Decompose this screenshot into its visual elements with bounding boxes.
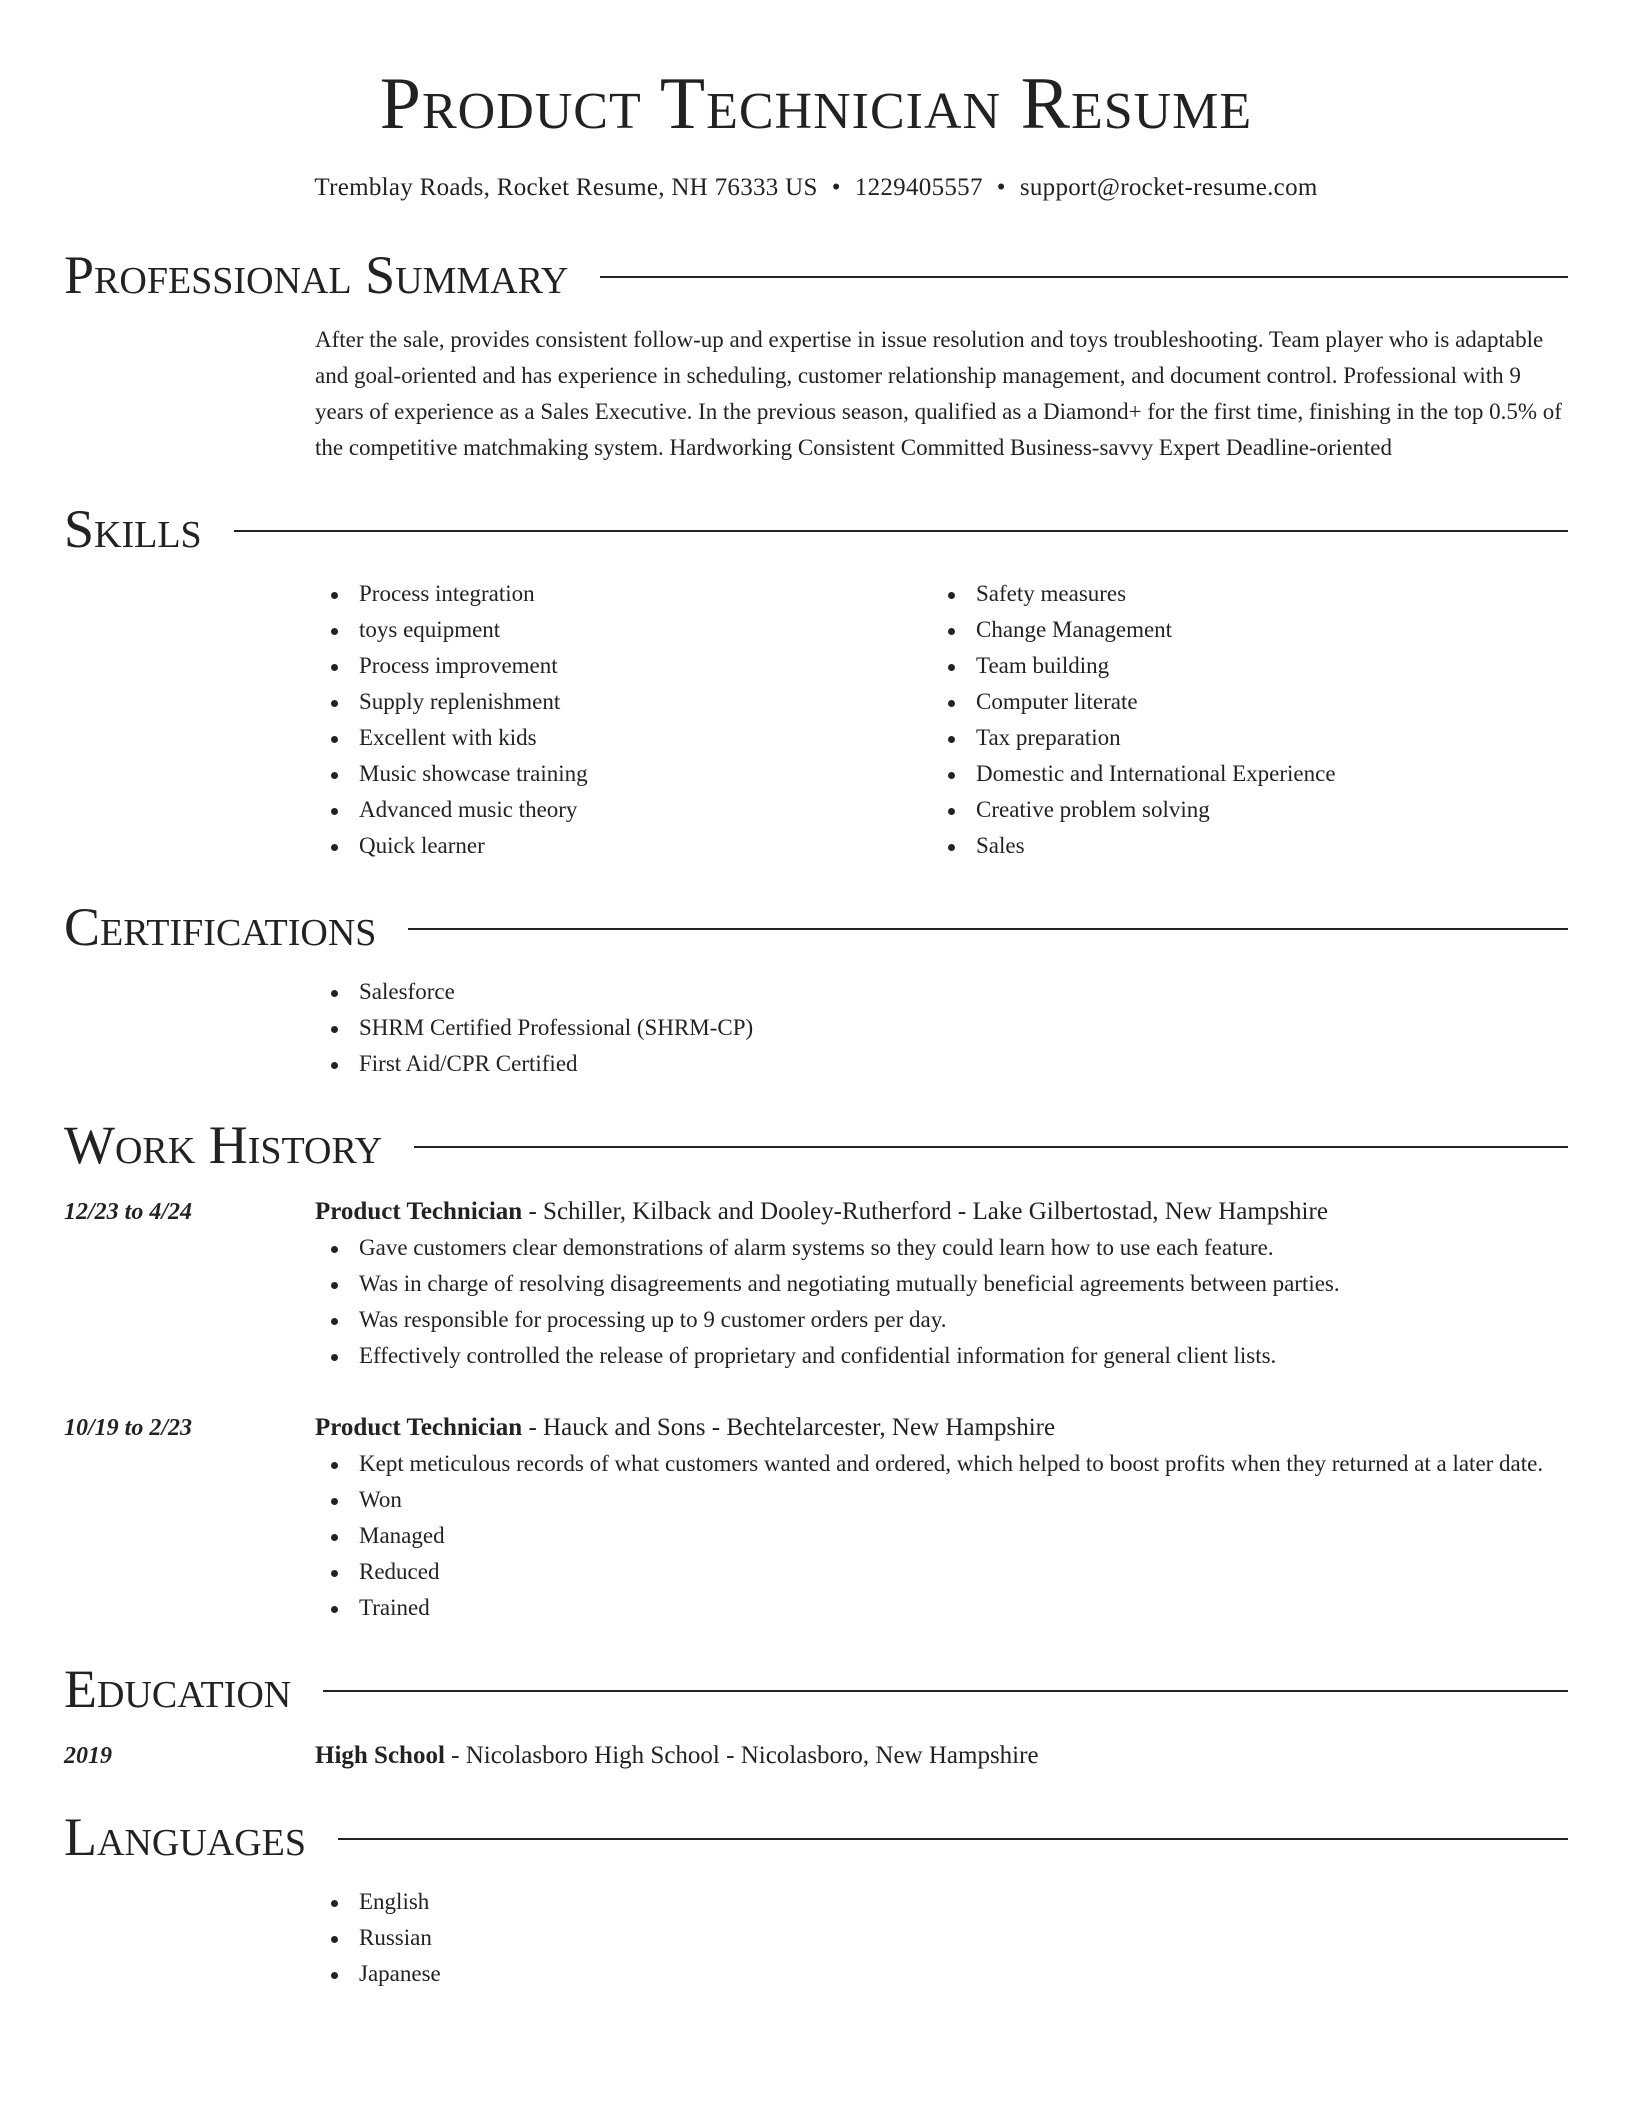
skill-item: Computer literate	[932, 684, 1549, 720]
section-divider	[234, 530, 1568, 532]
certification-item: Salesforce	[315, 974, 1568, 1010]
contact-phone: 1229405557	[854, 174, 983, 201]
job-details: - Hauck and Sons - Bechtelarcester, New Hampshire	[522, 1414, 1056, 1441]
education-main	[315, 1738, 1568, 1774]
education-heading	[315, 1738, 1568, 1774]
job-bullet: Kept meticulous records of what customers wanted and ordered, which helped to boost profits when they returned at a later date.	[315, 1446, 1568, 1482]
resume-title: Product Technician Resume	[379, 63, 1253, 145]
education-entry	[64, 1738, 1568, 1774]
skill-item: Advanced music theory	[315, 792, 932, 828]
job-dates: 10/19 to 2/23	[64, 1415, 193, 1441]
skill-item: Tax preparation	[932, 720, 1549, 756]
education-year: 2019	[64, 1743, 112, 1769]
skill-item: Excellent with kids	[315, 720, 932, 756]
skill-item: Process improvement	[315, 648, 932, 684]
contact-address: Tremblay Roads, Rocket Resume, NH 76333 US	[314, 174, 818, 201]
job-bullets	[315, 1230, 1568, 1374]
summary-text: After the sale, provides consistent follow-up and expertise in issue resolution and toys troubleshooting. Team player who is adaptable and goal-oriented and has experience in scheduling, customer relationship management, and document control. Professional with 9 years of experience as a Sales Executive. In the previous season, qualified as a Diamond+ for the first time, finishing in the top 0.5% of the competitive matchmaking system. Hardworking Consistent Committed Business-savvy Expert Deadline-oriented	[315, 327, 1562, 460]
contact-email: support@rocket-resume.com	[1019, 174, 1318, 201]
section-certifications	[64, 896, 1568, 1082]
job-entry	[64, 1194, 1568, 1374]
section-header	[64, 498, 1568, 560]
resume-header	[64, 0, 1568, 206]
skill-item: Safety measures	[932, 576, 1549, 612]
language-item: English	[315, 1884, 1568, 1920]
section-title-languages: Languages	[64, 1807, 306, 1867]
job-bullet: Trained	[315, 1590, 1568, 1626]
section-header	[64, 1114, 1568, 1176]
job-role: Product Technician	[315, 1414, 523, 1441]
contact-line	[64, 170, 1568, 206]
section-divider	[600, 276, 1568, 278]
skill-item: Supply replenishment	[315, 684, 932, 720]
job-bullets	[315, 1446, 1568, 1626]
job-bullet: Effectively controlled the release of proprietary and confidential information for general client lists.	[315, 1338, 1568, 1374]
section-languages	[64, 1806, 1568, 1992]
job-main	[315, 1194, 1568, 1374]
certifications-list	[315, 974, 1568, 1082]
job-bullet: Won	[315, 1482, 1568, 1518]
skill-item: Quick learner	[315, 828, 932, 864]
section-header	[64, 244, 1568, 306]
education-details: - Nicolasboro High School - Nicolasboro, New Hampshire	[444, 1742, 1039, 1769]
job-bullet: Was in charge of resolving disagreements and negotiating mutually beneficial agreements between parties.	[315, 1266, 1568, 1302]
skill-item: Music showcase training	[315, 756, 932, 792]
skills-grid	[315, 576, 1568, 864]
section-title-skills: Skills	[64, 499, 202, 559]
job-heading	[315, 1410, 1568, 1446]
section-work-history	[64, 1114, 1568, 1626]
job-bullet: Gave customers clear demonstrations of alarm systems so they could learn how to use each feature.	[315, 1230, 1568, 1266]
job-bullet: Managed	[315, 1518, 1568, 1554]
certification-item: First Aid/CPR Certified	[315, 1046, 1568, 1082]
section-skills	[64, 498, 1568, 864]
section-divider	[338, 1838, 1568, 1840]
skill-item: toys equipment	[315, 612, 932, 648]
section-divider	[408, 928, 1568, 930]
section-title-summary: Professional Summary	[64, 245, 569, 305]
job-dates: 12/23 to 4/24	[64, 1199, 193, 1225]
job-main	[315, 1410, 1568, 1626]
skill-item: Creative problem solving	[932, 792, 1549, 828]
job-bullet: Reduced	[315, 1554, 1568, 1590]
section-header	[64, 896, 1568, 958]
job-heading	[315, 1194, 1568, 1230]
language-item: Japanese	[315, 1956, 1568, 1992]
skill-item: Process integration	[315, 576, 932, 612]
job-entry	[64, 1410, 1568, 1626]
section-summary	[64, 244, 1568, 466]
skill-item: Team building	[932, 648, 1549, 684]
section-header	[64, 1806, 1568, 1868]
section-header	[64, 1658, 1568, 1720]
section-divider	[414, 1146, 1568, 1148]
languages-body	[315, 1884, 1568, 1992]
skills-column-right	[932, 576, 1549, 864]
job-details: - Schiller, Kilback and Dooley-Rutherford - Lake Gilbertostad, New Hampshire	[522, 1198, 1328, 1225]
certifications-body	[315, 974, 1568, 1082]
skills-column-left	[315, 576, 932, 864]
section-title-work-history: Work History	[64, 1115, 383, 1175]
section-title-education: Education	[64, 1659, 292, 1719]
section-title-certifications: Certifications	[64, 897, 377, 957]
job-bullet: Was responsible for processing up to 9 customer orders per day.	[315, 1302, 1568, 1338]
certification-item: SHRM Certified Professional (SHRM-CP)	[315, 1010, 1568, 1046]
section-education	[64, 1658, 1568, 1774]
contact-separator: •	[831, 174, 841, 201]
summary-body	[315, 322, 1568, 466]
languages-list	[315, 1884, 1568, 1992]
skill-item: Change Management	[932, 612, 1549, 648]
education-degree: High School	[315, 1742, 445, 1769]
section-divider	[323, 1690, 1568, 1692]
skill-item: Sales	[932, 828, 1549, 864]
language-item: Russian	[315, 1920, 1568, 1956]
job-role: Product Technician	[315, 1198, 523, 1225]
contact-separator: •	[996, 174, 1006, 201]
skill-item: Domestic and International Experience	[932, 756, 1549, 792]
